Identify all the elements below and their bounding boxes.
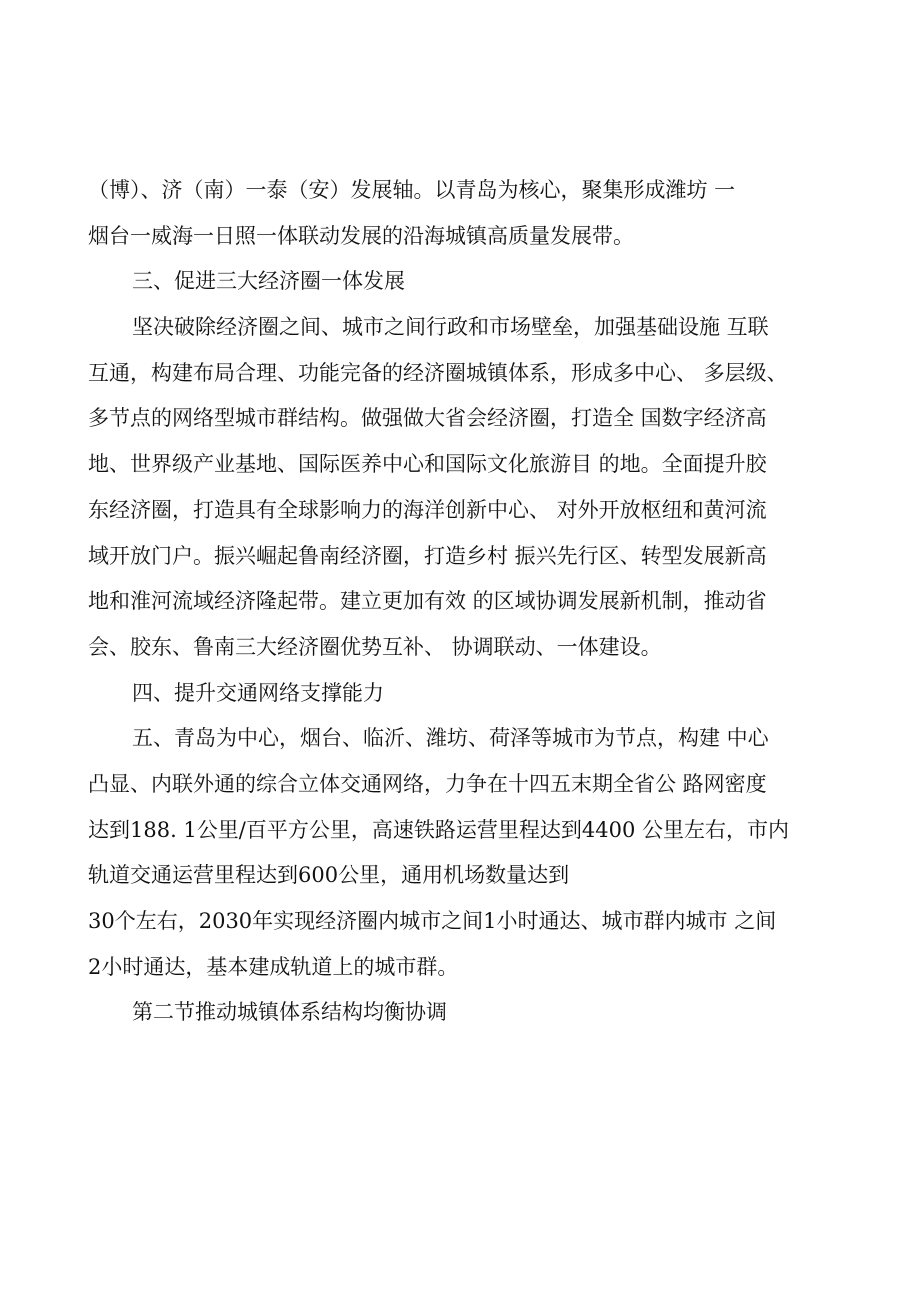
paragraph-line: 达到188. 1公里/百平方公里，高速铁路运营里程达到4400 公里左右，市内 — [88, 817, 789, 842]
paragraph-line: 多节点的网络型城市群结构。做强做大省会经济圈，打造全 国数字经济高 — [88, 406, 767, 431]
paragraph-line: 2小时通达，基本建成轨道上的城市群。 — [88, 954, 459, 979]
document-body — [88, 168, 840, 1036]
paragraph-line: （博）、济（南）一泰（安）发展轴。以青岛为核心，聚集形成潍坊 一 — [88, 178, 736, 202]
paragraph-line: 地和淮河流域经济隆起带。建立更加有效 的区域协调发展新机制，推动省 — [88, 589, 767, 614]
paragraph-line: 会、胶东、鲁南三大经济圈优势互补、 协调联动、一体建设。 — [88, 634, 662, 659]
paragraph-line: 30个左右，2030年实现经济圈内城市之间1小时通达、城市群内城市 之间 — [88, 909, 777, 933]
paragraph-line: 烟台一威海一日照一体联动发展的沿海城镇高质量发展带。 — [88, 223, 634, 248]
section-heading-4: 四、提升交通网络支撑能力 — [132, 680, 384, 705]
paragraph-line: 互通，构建布局合理、功能完备的经济圈城镇体系，形成多中心、 多层级、 — [88, 360, 788, 385]
paragraph-line: 坚决破除经济圈之间、城市之间行政和市场壁垒，加强基础设施 互联 — [132, 315, 769, 340]
paragraph-line: 凸显、内联外通的综合立体交通网络，力争在十四五末期全省公 路网密度 — [88, 771, 767, 796]
paragraph-line: 五、青岛为中心，烟台、临沂、潍坊、荷泽等城市为节点，构建 中心 — [132, 726, 769, 751]
paragraph-line: 地、世界级产业基地、国际医养中心和国际文化旅游目 的地。全面提升胶 — [88, 452, 767, 477]
paragraph-line: 域开放门户。振兴崛起鲁南经济圈，打造乡村 振兴先行区、转型发展新高 — [88, 543, 767, 568]
section-heading-second-section: 第二节推动城镇体系结构均衡协调 — [132, 1000, 447, 1025]
section-heading-3: 三、促进三大经济圈一体发展 — [132, 269, 405, 294]
paragraph-line: 东经济圈，打造具有全球影响力的海洋创新中心、 对外开放枢纽和黄河流 — [88, 497, 767, 522]
paragraph-line: 轨道交通运营里程达到600公里，通用机场数量达到 — [88, 863, 570, 888]
